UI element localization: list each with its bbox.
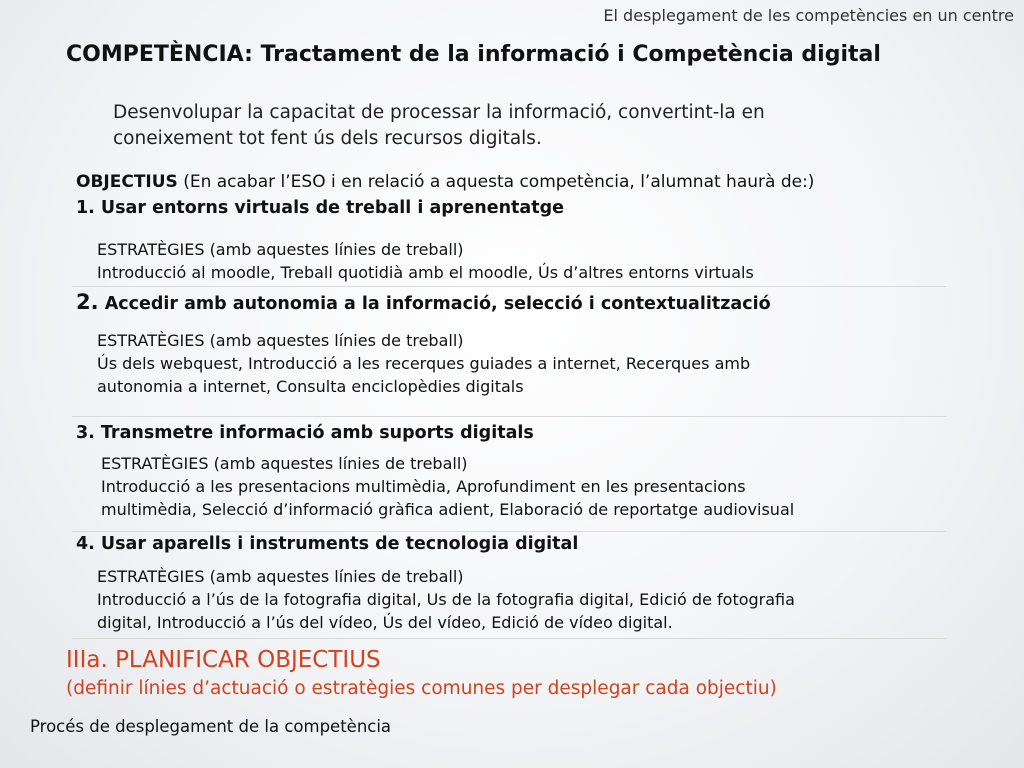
strategies-label: ESTRATÈGIES (amb aquestes línies de treball) (101, 454, 468, 473)
objective-text: Usar aparells i instruments de tecnologia digital (100, 534, 579, 554)
strategies-line: Introducció al moodle, Treball quotidià amb el moodle, Ús d’altres entorns virtuals (97, 263, 754, 282)
strategies-label: ESTRATÈGIES (amb aquestes línies de treball) (97, 567, 464, 586)
objective-number: 4. (76, 534, 95, 554)
header-caption: El desplegament de les competències en un centre (603, 6, 1014, 25)
intro-line-2: coneixement tot fent ús dels recursos digitals. (113, 128, 542, 149)
objective-4-title (76, 534, 578, 554)
objectives-qualifier: (En acabar l’ESO i en relació a aquesta competència, l’alumnat haurà de:) (183, 172, 815, 192)
planning-subtitle: (definir línies d’actuació o estratègies comunes per desplegar cada objectiu) (66, 678, 777, 699)
objectives-heading (76, 172, 814, 192)
objective-3-title (76, 423, 534, 443)
strategies-line: Ús dels webquest, Introducció a les recerques guiades a internet, Recerques amb (97, 354, 751, 373)
strategies-label: ESTRATÈGIES (amb aquestes línies de treball) (97, 240, 464, 259)
objective-1-strategies (97, 238, 754, 284)
objective-number: 1. (76, 198, 95, 218)
intro-text (113, 100, 765, 152)
objective-number: 2. (76, 290, 99, 314)
objective-text: Transmetre informació amb suports digitals (100, 423, 534, 443)
objective-4-strategies (97, 565, 795, 634)
objective-3-strategies (101, 452, 794, 521)
objective-divider (72, 416, 946, 417)
objective-divider (72, 531, 946, 532)
objectives-label: OBJECTIUS (76, 172, 178, 192)
intro-line-1: Desenvolupar la capacitat de processar la informació, convertint-la en (113, 102, 765, 123)
objective-1-title (76, 198, 564, 218)
planning-title: IIIa. PLANIFICAR OBJECTIUS (66, 647, 381, 673)
strategies-line: autonomia a internet, Consulta enciclopèdies digitals (97, 377, 524, 396)
objective-2-strategies (97, 329, 750, 398)
footer-caption: Procés de desplegament de la competència (30, 717, 392, 736)
objective-number: 3. (76, 423, 95, 443)
objective-text: Accedir amb autonomia a la informació, selecció i contextualització (104, 294, 771, 314)
objective-divider (72, 638, 946, 639)
objective-text: Usar entorns virtuals de treball i aprenentatge (100, 198, 564, 218)
strategies-label: ESTRATÈGIES (amb aquestes línies de treball) (97, 331, 464, 350)
slide-title: COMPETÈNCIA: Tractament de la informació i Competència digital (66, 42, 881, 67)
objective-2-title (76, 290, 771, 314)
strategies-line: Introducció a l’ús de la fotografia digital, Us de la fotografia digital, Edició de fotografia (97, 590, 795, 609)
objective-divider (72, 286, 946, 287)
strategies-line: Introducció a les presentacions multimèdia, Aprofundiment en les presentacions (101, 477, 746, 496)
strategies-line: multimèdia, Selecció d’informació gràfica adient, Elaboració de reportatge audiovisual (101, 500, 795, 519)
strategies-line: digital, Introducció a l’ús del vídeo, Ús del vídeo, Edició de vídeo digital. (97, 613, 673, 632)
